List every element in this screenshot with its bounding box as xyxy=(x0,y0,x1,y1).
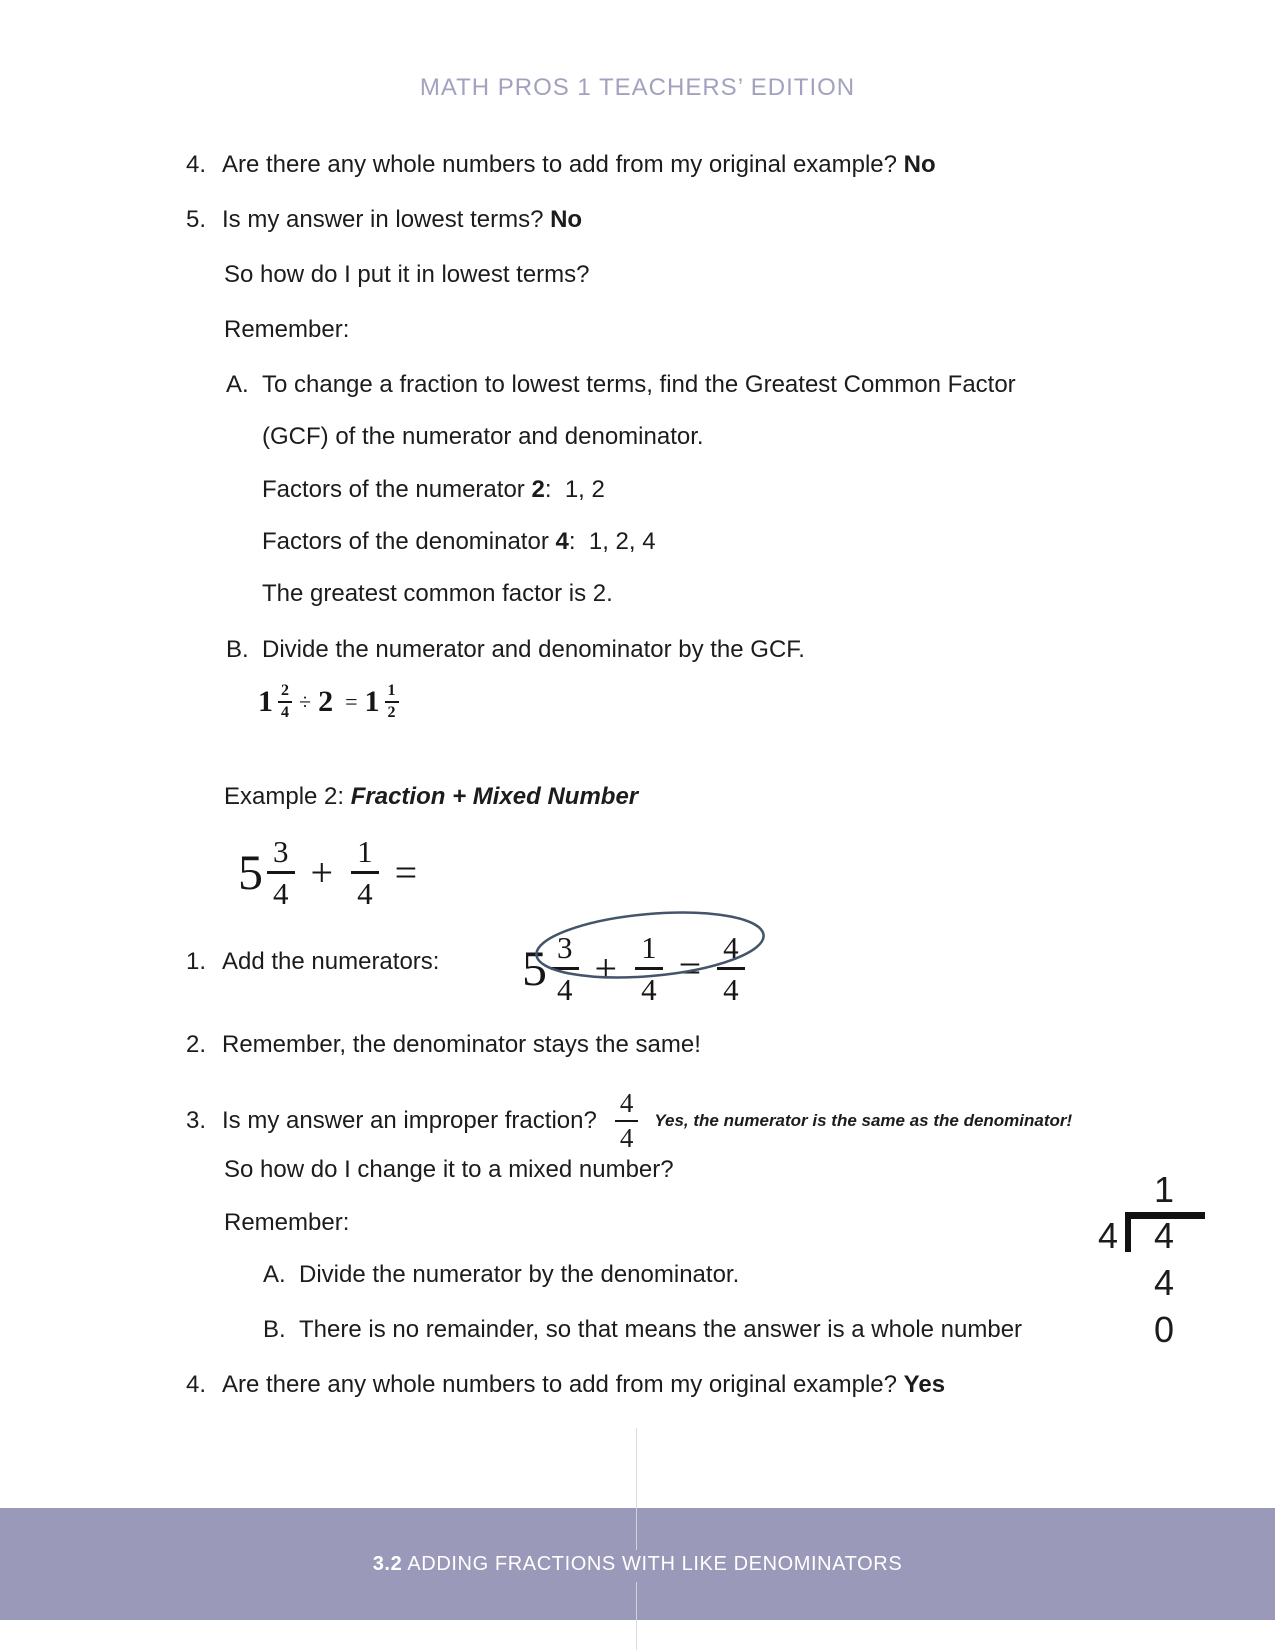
whole-number: 5 xyxy=(238,844,263,900)
sub-list-item xyxy=(226,367,1016,403)
bold-number: 4 xyxy=(555,528,569,555)
numerator: 3 xyxy=(267,836,295,874)
body-text: So how do I put it in lowest terms? xyxy=(224,261,590,288)
denominator: 4 xyxy=(619,1123,634,1153)
list-letter: A. xyxy=(263,1261,286,1288)
example-label: Example 2: xyxy=(224,783,351,810)
body-line xyxy=(224,1205,349,1241)
body-line xyxy=(262,524,656,560)
example-title: Fraction + Mixed Number xyxy=(350,783,639,810)
body-line xyxy=(224,1152,674,1188)
denominator: 2 xyxy=(387,704,396,721)
bold-number: 2 xyxy=(531,476,545,503)
sub-list-item xyxy=(263,1257,739,1293)
footer-bar xyxy=(0,1508,1275,1620)
numerator: 3 xyxy=(551,932,579,970)
list-text: Are there any whole numbers to add from my original example? xyxy=(222,1371,904,1398)
list-number: 2. xyxy=(186,1031,207,1058)
equals-sign: = xyxy=(345,689,358,714)
fraction xyxy=(278,683,292,721)
division-remainder: 0 xyxy=(1153,1309,1175,1350)
body-text: (GCF) of the numerator and denominator. xyxy=(262,423,704,450)
sum-equation xyxy=(522,928,753,1008)
body-line xyxy=(224,312,349,348)
list-text: Divide the numerator by the denominator. xyxy=(299,1261,740,1288)
body-line xyxy=(262,472,605,508)
list-number: 3. xyxy=(186,1107,207,1134)
list-text: To change a fraction to lowest terms, find the Greatest Common Factor xyxy=(262,371,1016,398)
whole-number: 5 xyxy=(522,940,547,996)
answer-text: Yes xyxy=(903,1371,946,1398)
denominator: 4 xyxy=(273,875,289,911)
list-number: 1. xyxy=(186,948,207,975)
whole-number: 2 xyxy=(318,685,334,718)
page-header: MATH PROS 1 TEACHERS’ EDITION xyxy=(419,74,856,101)
body-text: Remember: xyxy=(224,316,350,343)
list-number: 4. xyxy=(186,151,207,178)
denominator: 4 xyxy=(357,875,373,911)
list-text: Divide the numerator and denominator by the GCF. xyxy=(262,636,805,663)
division-divisor: 4 xyxy=(1097,1215,1118,1256)
footer-title: ADDING FRACTIONS WITH LIKE DENOMINATORS xyxy=(402,1552,903,1575)
body-line xyxy=(262,419,704,455)
body-text: So how do I change it to a mixed number? xyxy=(224,1156,674,1183)
fraction xyxy=(635,929,663,1007)
body-text: Factors of the denominator xyxy=(262,528,556,555)
numerator: 1 xyxy=(351,836,379,874)
numerator: 4 xyxy=(717,932,745,970)
list-text: Is my answer an improper fraction? xyxy=(222,1107,597,1134)
list-item xyxy=(186,202,582,238)
numerator: 4 xyxy=(615,1090,639,1122)
denominator: 4 xyxy=(281,704,289,721)
gcf-division-equation xyxy=(258,678,399,726)
footer-section-number: 3.2 xyxy=(372,1552,403,1575)
body-text: : 1, 2, 4 xyxy=(568,528,656,555)
sub-list-item xyxy=(263,1312,1022,1348)
fraction xyxy=(385,683,399,721)
list-text: Is my answer in lowest terms? xyxy=(222,206,551,233)
plus-sign: + xyxy=(594,945,618,991)
body-text: : 1, 2 xyxy=(544,476,605,503)
equals-sign: = xyxy=(394,849,418,895)
teacher-note: Yes, the numerator is the same as the denominator! xyxy=(654,1111,1073,1130)
answer-text: No xyxy=(903,151,936,178)
equals-sign: = xyxy=(678,945,702,991)
sub-list-item xyxy=(226,632,805,668)
fraction xyxy=(551,929,579,1007)
denominator: 4 xyxy=(557,971,573,1007)
numerator: 1 xyxy=(635,932,663,970)
body-line xyxy=(262,576,613,612)
example-heading xyxy=(224,779,638,815)
list-text: There is no remainder, so that means the answer is a whole number xyxy=(299,1316,1023,1343)
body-text: The greatest common factor is 2. xyxy=(262,580,613,607)
whole-number: 1 xyxy=(258,685,273,718)
list-letter: B. xyxy=(226,636,249,663)
division-dividend: 4 xyxy=(1153,1215,1175,1256)
list-text: Remember, the denominator stays the same! xyxy=(222,1031,701,1058)
division-quotient: 1 xyxy=(1153,1169,1175,1210)
answer-text: No xyxy=(550,206,583,233)
center-guide-line xyxy=(636,1620,637,1650)
list-item xyxy=(186,147,936,183)
divide-sign: ÷ xyxy=(299,689,312,714)
center-guide-line xyxy=(636,1508,637,1550)
denominator: 4 xyxy=(641,971,657,1007)
fraction xyxy=(717,929,745,1007)
list-item xyxy=(186,944,439,980)
numerator: 2 xyxy=(278,683,292,703)
plus-sign: + xyxy=(310,849,334,895)
whole-number: 1 xyxy=(364,685,380,718)
fraction xyxy=(351,833,379,911)
list-text: Add the numerators: xyxy=(222,948,440,975)
denominator: 4 xyxy=(723,971,739,1007)
body-text: Factors of the numerator xyxy=(262,476,532,503)
numerator: 1 xyxy=(385,683,399,703)
list-letter: A. xyxy=(226,371,249,398)
center-guide-line xyxy=(636,1428,637,1508)
body-line xyxy=(224,257,590,293)
list-item xyxy=(186,1367,945,1403)
list-item xyxy=(186,1086,1072,1156)
list-number: 5. xyxy=(186,206,207,233)
example-equation xyxy=(238,832,417,912)
division-product: 4 xyxy=(1153,1262,1175,1303)
fraction xyxy=(267,833,295,911)
list-number: 4. xyxy=(186,1371,207,1398)
list-item xyxy=(186,1027,701,1063)
fraction xyxy=(615,1090,639,1152)
center-guide-line xyxy=(636,1582,637,1620)
body-text: Remember: xyxy=(224,1209,350,1236)
list-letter: B. xyxy=(263,1316,286,1343)
list-text: Are there any whole numbers to add from my original example? xyxy=(222,151,904,178)
